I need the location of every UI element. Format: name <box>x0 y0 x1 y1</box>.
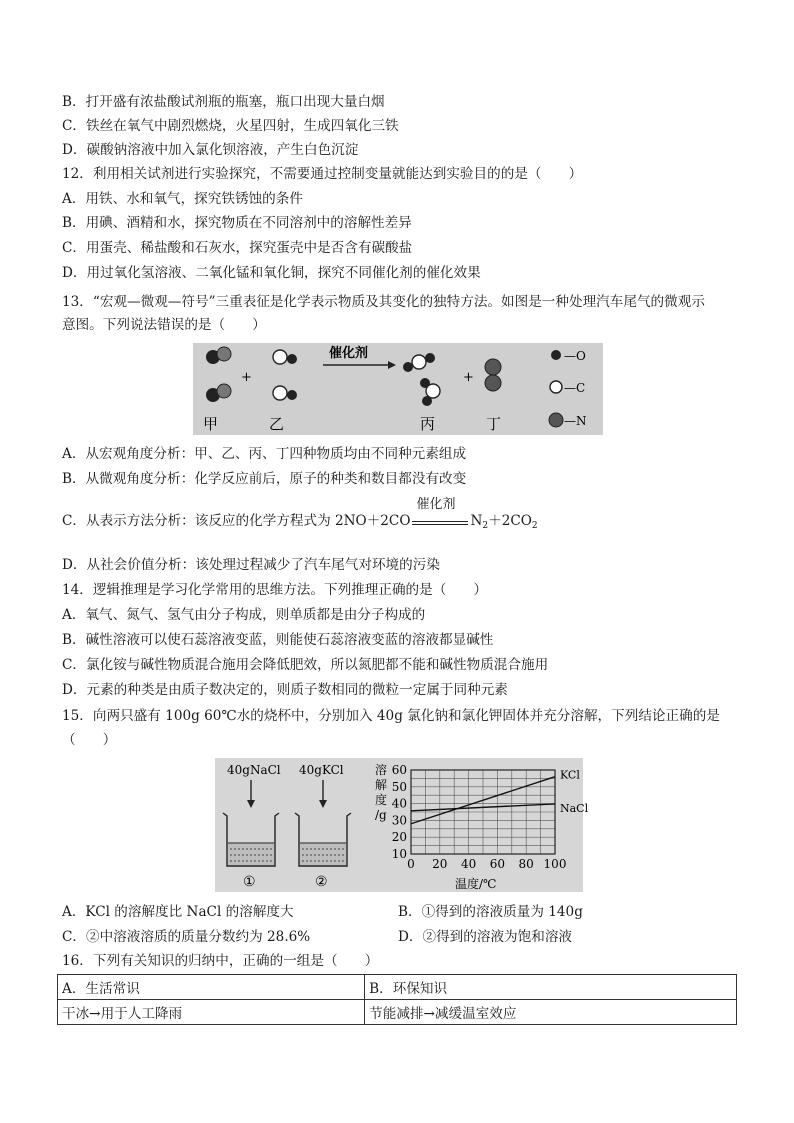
equation-mid: ＋2CO <box>488 513 532 529</box>
q15-option-a: A．KCl 的溶解度比 NaCl 的溶解度大 <box>62 904 294 920</box>
legend-n: —N <box>564 414 587 428</box>
ylabel-part: /g <box>375 808 387 822</box>
option-line: B．用碘、酒精和水，探究物质在不同溶剂中的溶解性差异 <box>62 215 412 231</box>
beaker1-label: 40gNaCl <box>227 763 281 777</box>
chart-ylabel <box>375 762 387 822</box>
solubility-figure <box>215 758 589 892</box>
reaction-diagram <box>193 343 603 435</box>
chart-xlabel: 温度/℃ <box>455 877 497 891</box>
y-tick-label: 30 <box>391 813 407 828</box>
molecule-co2 <box>420 378 440 406</box>
molecule-no <box>206 347 231 364</box>
beaker2-label: 40gKCl <box>299 763 344 777</box>
option-line: D．碳酸钠溶液中加入氯化钡溶液，产生白色沉淀 <box>62 142 359 158</box>
question-15: 15．向两只盛有 100g 60℃水的烧杯中，分别加入 40g 氯化钠和氯化钾固体并充分溶解，下列结论正确的是 <box>62 708 720 724</box>
q15-option-b: B．①得到的溶液质量为 140g <box>398 904 583 920</box>
question-12: 12．利用相关试剂进行实验探究，不需要通过控制变量就能达到实验目的的是（ ） <box>62 166 583 182</box>
table-row <box>58 1000 737 1025</box>
y-tick-label: 40 <box>391 796 407 811</box>
ylabel-part: 度 <box>375 793 388 807</box>
series-label-nacl: NaCl <box>560 801 589 815</box>
series-label-kcl: KCl <box>560 768 580 782</box>
molecule-no <box>206 384 231 402</box>
y-tick-label: 50 <box>391 779 407 794</box>
legend-o-icon <box>551 350 561 360</box>
option-line: C．铁丝在氧气中剧烈燃烧，火星四射，生成四氧化三铁 <box>62 118 399 134</box>
y-tick-label: 60 <box>391 763 407 777</box>
legend-o: —O <box>564 349 586 363</box>
label-ding: 丁 <box>486 415 502 433</box>
option-line: B．打开盛有浓盐酸试剂瓶的瓶塞，瓶口出现大量白烟 <box>62 94 385 110</box>
label-bing: 丙 <box>420 415 436 433</box>
y-tick-label: 10 <box>391 847 407 861</box>
table-cell: B．环保知识 <box>365 975 737 1000</box>
x-tick-label: 100 <box>543 857 567 871</box>
option-line: D．元素的种类是由质子数决定的，则质子数相同的微粒一定属于同种元素 <box>62 682 508 698</box>
molecule-co <box>273 386 297 400</box>
knowledge-table <box>57 974 737 1025</box>
ylabel-part: 解 <box>375 778 388 792</box>
question-16: 16．下列有关知识的归纳中，正确的一组是（ ） <box>62 953 379 969</box>
q15-option-c: C．②中溶液溶质的质量分数约为 28.6% <box>62 929 311 945</box>
y-tick-label: 20 <box>391 830 407 845</box>
beaker1-num: ① <box>243 874 256 890</box>
solubility-chart <box>215 758 589 892</box>
reaction-svg <box>193 343 603 435</box>
table-row <box>58 975 737 1000</box>
label-jia: 甲 <box>203 415 219 433</box>
legend-c: —C <box>564 381 586 395</box>
label-yi: 乙 <box>269 415 285 433</box>
table-cell: 节能减排→减缓温室效应 <box>365 1000 737 1025</box>
option-line: C．氯化铵与碱性物质混合施用会降低肥效，所以氮肥都不能和碱性物质混合施用 <box>62 657 549 673</box>
equation-co2-sub: 2 <box>531 521 538 531</box>
table-cell: A．生活常识 <box>58 975 365 1000</box>
q13-option-a: A．从宏观角度分析：甲、乙、丙、丁四种物质均由不同种元素组成 <box>62 446 467 462</box>
q13-c-prefix: C．从表示方法分析：该反应的化学方程式为 2NO＋2CO <box>62 513 411 529</box>
molecule-co2 <box>403 353 435 372</box>
molecule-n2 <box>485 359 501 391</box>
question-15-cont: （ ） <box>62 732 117 748</box>
x-tick-label: 40 <box>460 857 477 871</box>
plus-sign: + <box>241 370 252 385</box>
question-14: 14．逻辑推理是学习化学常用的思维方法。下列推理正确的是（ ） <box>62 582 488 598</box>
q13-option-d: D．从社会价值分析：该处理过程减少了汽车尾气对环境的污染 <box>62 557 440 573</box>
option-line: D．用过氧化氢溶液、二氧化锰和氧化铜，探究不同催化剂的催化效果 <box>62 265 481 281</box>
x-tick-label: 0 <box>407 857 415 871</box>
molecule-co <box>273 350 297 364</box>
plus-sign: + <box>463 370 474 385</box>
question-13-cont: 意图。下列说法错误的是（ ） <box>62 317 266 333</box>
beaker2-num: ② <box>315 874 328 890</box>
q13-option-b: B．从微观角度分析：化学反应前后，原子的种类和数目都没有改变 <box>62 471 467 487</box>
arrow-head <box>388 361 396 369</box>
equation-catalyst: 催化剂 <box>416 496 456 512</box>
equation-n-sub: 2 <box>482 521 489 531</box>
q15-option-d: D．②得到的溶液为饱和溶液 <box>398 929 573 945</box>
option-line: A．用铁、水和氧气，探究铁锈蚀的条件 <box>62 191 303 207</box>
option-line: C．用蛋壳、稀盐酸和石灰水，探究蛋壳中是否含有碳酸盐 <box>62 240 413 256</box>
catalyst-label: 催化剂 <box>329 346 369 361</box>
question-13: 13．“宏观—微观—符号”三重表征是化学表示物质及其变化的独特方法。如图是一种处理汽车尾气的微观示 <box>62 294 705 310</box>
legend-n-icon <box>549 413 563 427</box>
ylabel-part: 溶 <box>375 763 388 777</box>
legend-c-icon <box>550 381 562 393</box>
x-tick-label: 80 <box>518 857 534 871</box>
option-line: B．碱性溶液可以使石蕊溶液变蓝，则能使石蕊溶液变蓝的溶液都显碱性 <box>62 632 494 648</box>
equation-n: N <box>470 513 483 529</box>
x-tick-label: 60 <box>489 857 506 871</box>
equation-equals <box>410 496 470 531</box>
option-line: A．氧气、氮气、氢气由分子构成，则单质都是由分子构成的 <box>62 607 426 623</box>
table-cell: 干冰→用于人工降雨 <box>58 1000 365 1025</box>
x-tick-label: 20 <box>432 857 448 871</box>
q13-option-c <box>62 496 538 535</box>
